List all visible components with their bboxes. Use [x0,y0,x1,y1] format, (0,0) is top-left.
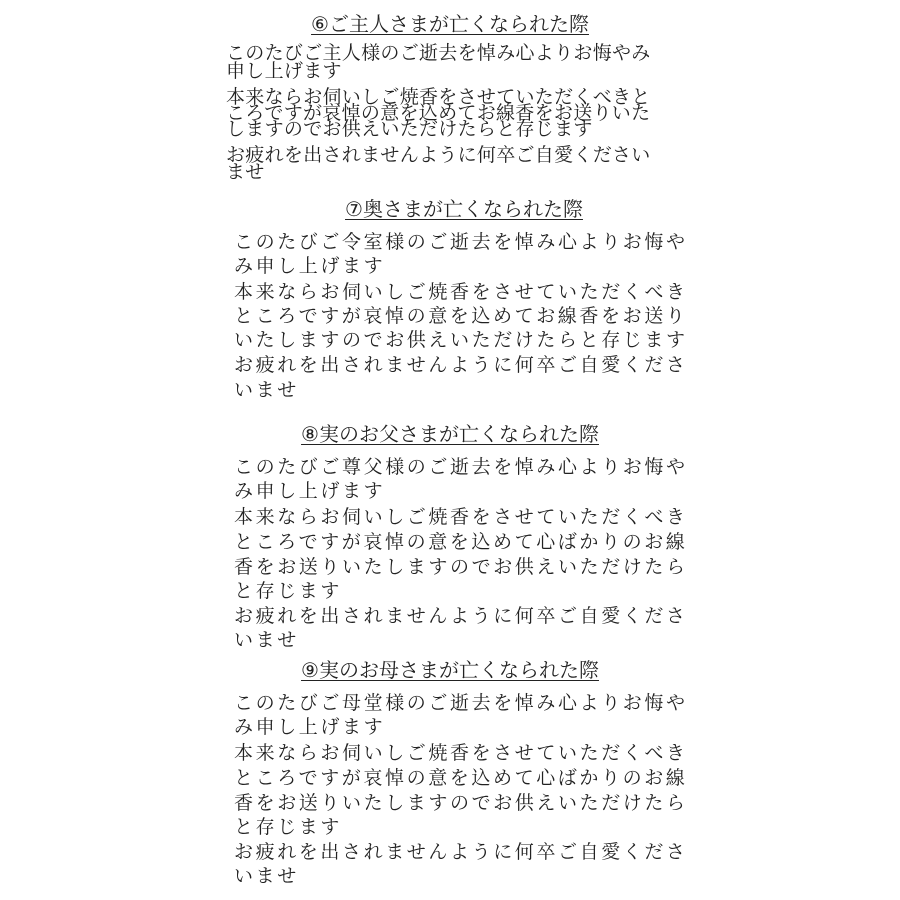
message-line: お疲れを出されませんように何卒ご自愛くださ [234,841,688,863]
message-line: 本来ならお伺いしご焼香をさせていただくべき [234,742,688,764]
message-line: このたびご令室様のご逝去を悼み心よりお悔や [234,231,688,253]
message-line: お疲れを出されませんように何卒ご自愛ください [226,144,651,166]
message-line: み申し上げます [234,480,386,502]
message-line: このたびご母堂様のご逝去を悼み心よりお悔や [234,692,688,714]
message-line: と存じます [234,816,343,838]
section-heading: ⑧実のお父さまが亡くなられた際 [301,422,599,446]
message-line: いませ [234,379,299,401]
message-line: 香をお送りいたしますのでお供えいただけたら [234,792,688,814]
message-line: 本来ならお伺いしご焼香をさせていただくべき [234,506,688,528]
section-heading: ⑥ご主人さまが亡くなられた際 [311,12,589,36]
message-line: ませ [226,161,265,183]
message-line: いませ [234,629,299,651]
message-line: み申し上げます [234,255,386,277]
message-line: 本来ならお伺いしご焼香をさせていただくべき [234,281,688,303]
message-line: 本来ならお伺いしご焼香をさせていただくべきと [226,86,651,108]
message-line: このたびご主人様のご逝去を悼み心よりお悔やみ [226,42,651,64]
message-line: み申し上げます [234,716,386,738]
message-line: お疲れを出されませんように何卒ご自愛くださ [234,605,688,627]
section-heading: ⑨実のお母さまが亡くなられた際 [301,658,599,682]
section-heading: ⑦奥さまが亡くなられた際 [345,197,583,221]
message-line: ところですが哀悼の意を込めて心ばかりのお線 [234,767,688,789]
message-line: お疲れを出されませんように何卒ご自愛くださ [234,354,688,376]
message-line: ところですが哀悼の意を込めてお線香をお送り [234,305,688,327]
message-line: と存じます [234,580,343,602]
message-line: 申し上げます [226,60,342,82]
message-line: 香をお送りいたしますのでお供えいただけたら [234,556,688,578]
message-line: いたしますのでお供えいただけたらと存じます [234,329,688,351]
message-line: しますのでお供えいただけたらと存じます [226,118,593,140]
message-line: ところですが哀悼の意を込めて心ばかりのお線 [234,531,688,553]
message-line: いませ [234,865,299,887]
message-line: このたびご尊父様のご逝去を悼み心よりお悔や [234,456,688,478]
message-line: ころですが哀悼の意を込めてお線香をお送りいた [226,102,651,124]
